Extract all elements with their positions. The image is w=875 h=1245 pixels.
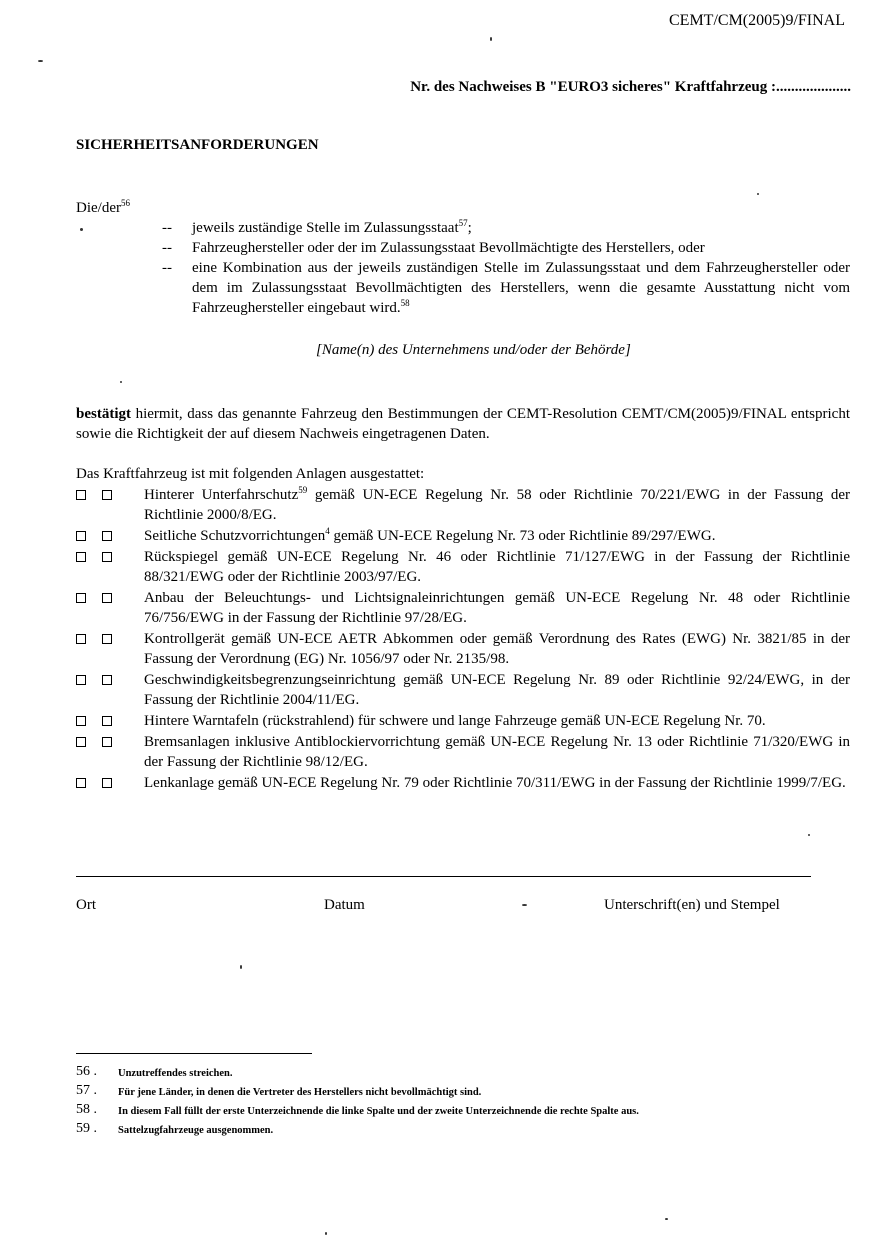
equipment-item: Geschwindigkeitsbegrenzungseinrichtung gemäß UN-ECE Regelung Nr. 89 oder Richtlinie 92/24/EWG, in der Fassung der Richtlinie 2004/11/EG. [76, 670, 850, 710]
scan-speck [325, 1232, 327, 1235]
checkbox-no[interactable] [102, 675, 112, 685]
checkbox-no[interactable] [102, 593, 112, 603]
confirmation-statement: bestätigt hiermit, dass das genannte Fahrzeug den Bestimmungen der CEMT-Resolution CEMT/CM(2005)9/FINAL entspricht sowie die Richtigkeit der auf diesem Nachweis eingetragenen Daten. [76, 406, 850, 442]
footnote-ref: 59 [298, 485, 308, 495]
scan-speck [665, 1218, 668, 1220]
signature-line [76, 876, 811, 877]
scan-speck [490, 37, 492, 41]
scan-speck [80, 228, 83, 231]
checkbox-yes[interactable] [76, 716, 86, 726]
document-reference: CEMT/CM(2005)9/FINAL [669, 12, 845, 29]
party-label: Die/der$^{56}$ [76, 198, 130, 216]
checkbox-no[interactable] [102, 531, 112, 541]
section-title: SICHERHEITSANFORDERUNGEN [76, 137, 319, 153]
company-name-placeholder[interactable]: [Name(n) des Unternehmens und/oder der Behörde] [316, 342, 631, 358]
party-option: -- jeweils zuständige Stelle im Zulassungsstaat$^{57}$; [162, 218, 472, 236]
checkbox-yes[interactable] [76, 552, 86, 562]
certificate-number-label: Nr. des Nachweises B "EURO3 sicheres" Kraftfahrzeug :.................... [410, 79, 851, 95]
checkbox-no[interactable] [102, 737, 112, 747]
equipment-item: Bremsanlagen inklusive Antiblockiervorrichtung gemäß UN-ECE Regelung Nr. 13 oder Richtlinie 71/320/EWG in der Fassung der Richtlinie 98/12/EG. [76, 732, 850, 772]
checkbox-no[interactable] [102, 716, 112, 726]
equipment-item: Rückspiegel gemäß UN-ECE Regelung Nr. 46 oder Richtlinie 71/127/EWG in der Fassung der Richtlinie 88/321/EWG oder der Richtlinie 2003/97/EG. [76, 547, 850, 587]
dash-marker: -- [162, 260, 172, 276]
party-option: -- eine Kombination aus der jeweils zuständigen Stelle im Zulassungsstaat und dem Fahrzeughersteller oder dem im Zulassungsstaat Bevollmächtigten des Herstellers, wenn die gesamte Ausstattung nicht vom Fahrzeughersteller eingebaut wird.$^{58}$ [162, 260, 850, 316]
equipment-item: Kontrollgerät gemäß UN-ECE AETR Abkommen oder gemäß Verordnung des Rates (EWG) Nr. 3821/85 in der Fassung der Verordnung (EG) Nr. 1056/97 oder Nr. 2135/98. [76, 629, 850, 669]
footnote-ref: 56 [120, 198, 130, 208]
place-label: Ort [76, 897, 96, 913]
checkbox-yes[interactable] [76, 634, 86, 644]
checkbox-yes[interactable] [76, 737, 86, 747]
scan-speck [38, 60, 43, 62]
checkbox-no[interactable] [102, 490, 112, 500]
checkbox-yes[interactable] [76, 490, 86, 500]
footnote-ref: 57 [458, 218, 468, 228]
footnote-separator [76, 1053, 312, 1054]
checkbox-no[interactable] [102, 778, 112, 788]
footnote: 59 . Sattelzugfahrzeuge ausgenommen. [76, 1121, 274, 1136]
checkbox-yes[interactable] [76, 593, 86, 603]
party-options-list [162, 218, 850, 318]
equipment-item: Anbau der Beleuchtungs- und Lichtsignaleinrichtungen gemäß UN-ECE Regelung Nr. 48 oder Richtlinie 76/756/EWG in der Fassung der Richtlinie 97/28/EG. [76, 588, 850, 628]
scan-speck [757, 193, 759, 195]
checkbox-no[interactable] [102, 634, 112, 644]
signature-stamp-label: Unterschrift(en) und Stempel [604, 897, 780, 913]
equipment-item: Hintere Warntafeln (rückstrahlend) für schwere und lange Fahrzeuge gemäß UN-ECE Regelung Nr. 70. [76, 711, 850, 731]
dash-marker: -- [162, 240, 172, 256]
footnote-ref: 58 [400, 298, 410, 308]
scan-speck [240, 965, 242, 969]
checkbox-yes[interactable] [76, 778, 86, 788]
equipment-item: Seitliche Schutzvorrichtungen$^4$ gemäß UN-ECE Regelung Nr. 73 oder Richtlinie 89/297/EWG. [76, 526, 850, 546]
footnote: 56 . Unzutreffendes streichen. [76, 1064, 233, 1079]
scan-speck [808, 834, 810, 836]
footnote: 58 . In diesem Fall füllt der erste Unterzeichnende die linke Spalte und der zweite Unterzeichnende die rechte Spalte aus. [76, 1102, 639, 1117]
scan-speck [120, 381, 122, 383]
party-option: -- Fahrzeughersteller oder der im Zulassungsstaat Bevollmächtigte des Herstellers, oder [162, 240, 705, 256]
checkbox-yes[interactable] [76, 531, 86, 541]
equipment-intro: Das Kraftfahrzeug ist mit folgenden Anlagen ausgestattet: [76, 466, 425, 482]
dash-marker: -- [162, 220, 172, 236]
checkbox-yes[interactable] [76, 675, 86, 685]
equipment-item: Hinterer Unterfahrschutz$^{59}$ gemäß UN-ECE Regelung Nr. 58 oder Richtlinie 70/221/EWG in der Fassung der Richtlinie 2000/8/EG. [76, 485, 850, 525]
date-label: Datum [324, 897, 365, 913]
footnote: 57 . Für jene Länder, in denen die Vertreter des Herstellers nicht bevollmächtigt sind. [76, 1083, 482, 1098]
equipment-item: Lenkanlage gemäß UN-ECE Regelung Nr. 79 oder Richtlinie 70/311/EWG in der Fassung der Richtlinie 1999/7/EG. [76, 773, 850, 793]
scan-speck [522, 904, 527, 906]
footnotes [76, 1063, 856, 1139]
footnote-ref: 4 [325, 526, 330, 536]
equipment-list [76, 485, 850, 794]
checkbox-no[interactable] [102, 552, 112, 562]
